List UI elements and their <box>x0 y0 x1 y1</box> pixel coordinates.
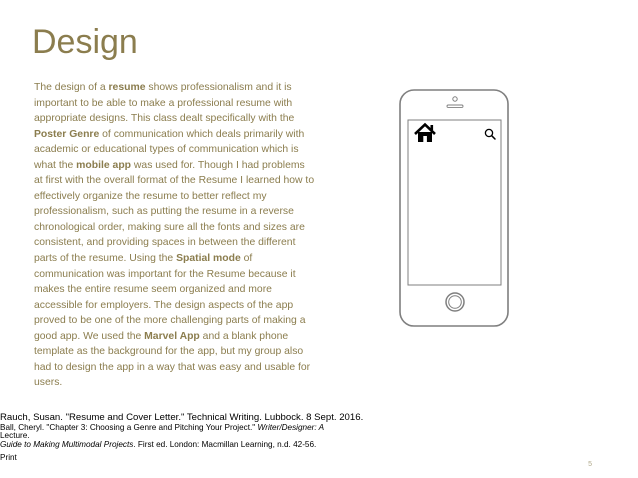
body-text-segment: good app. We used the <box>34 330 145 342</box>
body-line <box>34 313 324 329</box>
body-line <box>34 220 324 236</box>
body-line <box>34 189 324 205</box>
reference-ball-text: Ball, Cheryl. "Chapter 3: Choosing a Genre and Pitching Your Project." <box>0 423 258 432</box>
body-text-segment: parts of the resume. Using the <box>34 253 177 265</box>
body-text-segment: of communication which deals primarily with <box>99 128 305 140</box>
reference-rauch: Rauch, Susan. "Resume and Cover Letter." Technical Writing. Lubbock. 8 Sept. 2016. <box>0 412 364 423</box>
reference-print: Print <box>0 453 17 462</box>
body-line <box>34 344 324 360</box>
body-text-segment: professionalism, such as putting the resume in a reverse <box>34 206 294 218</box>
reference-lecture: Lecture. <box>0 431 30 440</box>
body-line <box>34 96 324 112</box>
body-emphasis: Spatial mode <box>176 253 241 265</box>
body-line <box>34 282 324 298</box>
body-text-segment: academic or educational types of communication which is <box>34 144 299 156</box>
body-text-segment: accessible for employers. The design aspects of the app <box>34 299 294 311</box>
reference-ball-title: Writer/Designer: A <box>257 423 325 432</box>
body-text-segment: shows professionalism and it is <box>145 82 292 93</box>
body-text-segment: users. <box>34 377 63 389</box>
body-text-segment: of <box>240 253 253 265</box>
body-line <box>34 375 324 391</box>
body-text-segment: template as the background for the app, but my group also <box>34 346 304 358</box>
body-line <box>34 111 324 127</box>
reference-ball-subtitle: Guide to Making Multimodal Projects <box>0 440 134 449</box>
reference-ball-publisher: . First ed. London: Macmillan Learning, n.d. 42-56. <box>133 440 317 449</box>
body-line <box>34 80 324 96</box>
page-number: 5 <box>588 461 592 468</box>
body-line <box>34 360 324 376</box>
body-emphasis: resume <box>108 82 146 93</box>
body-line <box>34 235 324 251</box>
body-line <box>34 127 324 143</box>
body-text-segment: and a blank phone <box>199 330 289 342</box>
reference-ball-line2 <box>0 439 316 450</box>
phone-mockup <box>398 88 510 328</box>
body-line <box>34 204 324 220</box>
body-text-segment: effectively organize the resume to better reflect my <box>34 190 267 202</box>
body-text-segment: makes the entire resume seem organized and more <box>34 284 272 296</box>
slide-title: Design <box>32 23 138 61</box>
body-text-segment: what the <box>34 159 77 171</box>
body-line <box>34 329 324 345</box>
body-text-segment: at first with the overall format of the Resume I learned how to <box>34 175 315 187</box>
body-paragraph <box>34 80 324 391</box>
body-line <box>34 142 324 158</box>
body-text-segment: proved to be one of the more challenging parts of making a <box>34 315 306 327</box>
body-text-segment: The design of a <box>34 82 109 93</box>
body-line <box>34 158 324 174</box>
body-emphasis: Poster Genre <box>34 128 100 140</box>
body-line <box>34 173 324 189</box>
body-text-segment: important to be able to make a professional resume with <box>34 97 293 109</box>
phone-screen <box>408 120 501 285</box>
body-text-segment: chronological order, making sure all the fonts and sizes are <box>34 221 305 233</box>
body-text-segment: was used for. Though I had problems <box>131 159 305 171</box>
body-text-segment: appropriate designs. This class dealt specifically with the <box>34 113 295 125</box>
body-line <box>34 298 324 314</box>
body-line <box>34 251 324 267</box>
body-text-segment: consistent, and providing spaces in between the different <box>34 237 296 249</box>
body-text-segment: had to design the app in a way that was easy and usable for <box>34 361 311 373</box>
body-text-segment: communication was important for the Resume because it <box>34 268 296 280</box>
body-emphasis: mobile app <box>76 159 132 171</box>
body-emphasis: Marvel App <box>144 330 200 342</box>
reference-ball-line1 <box>0 422 324 433</box>
body-line <box>34 267 324 283</box>
